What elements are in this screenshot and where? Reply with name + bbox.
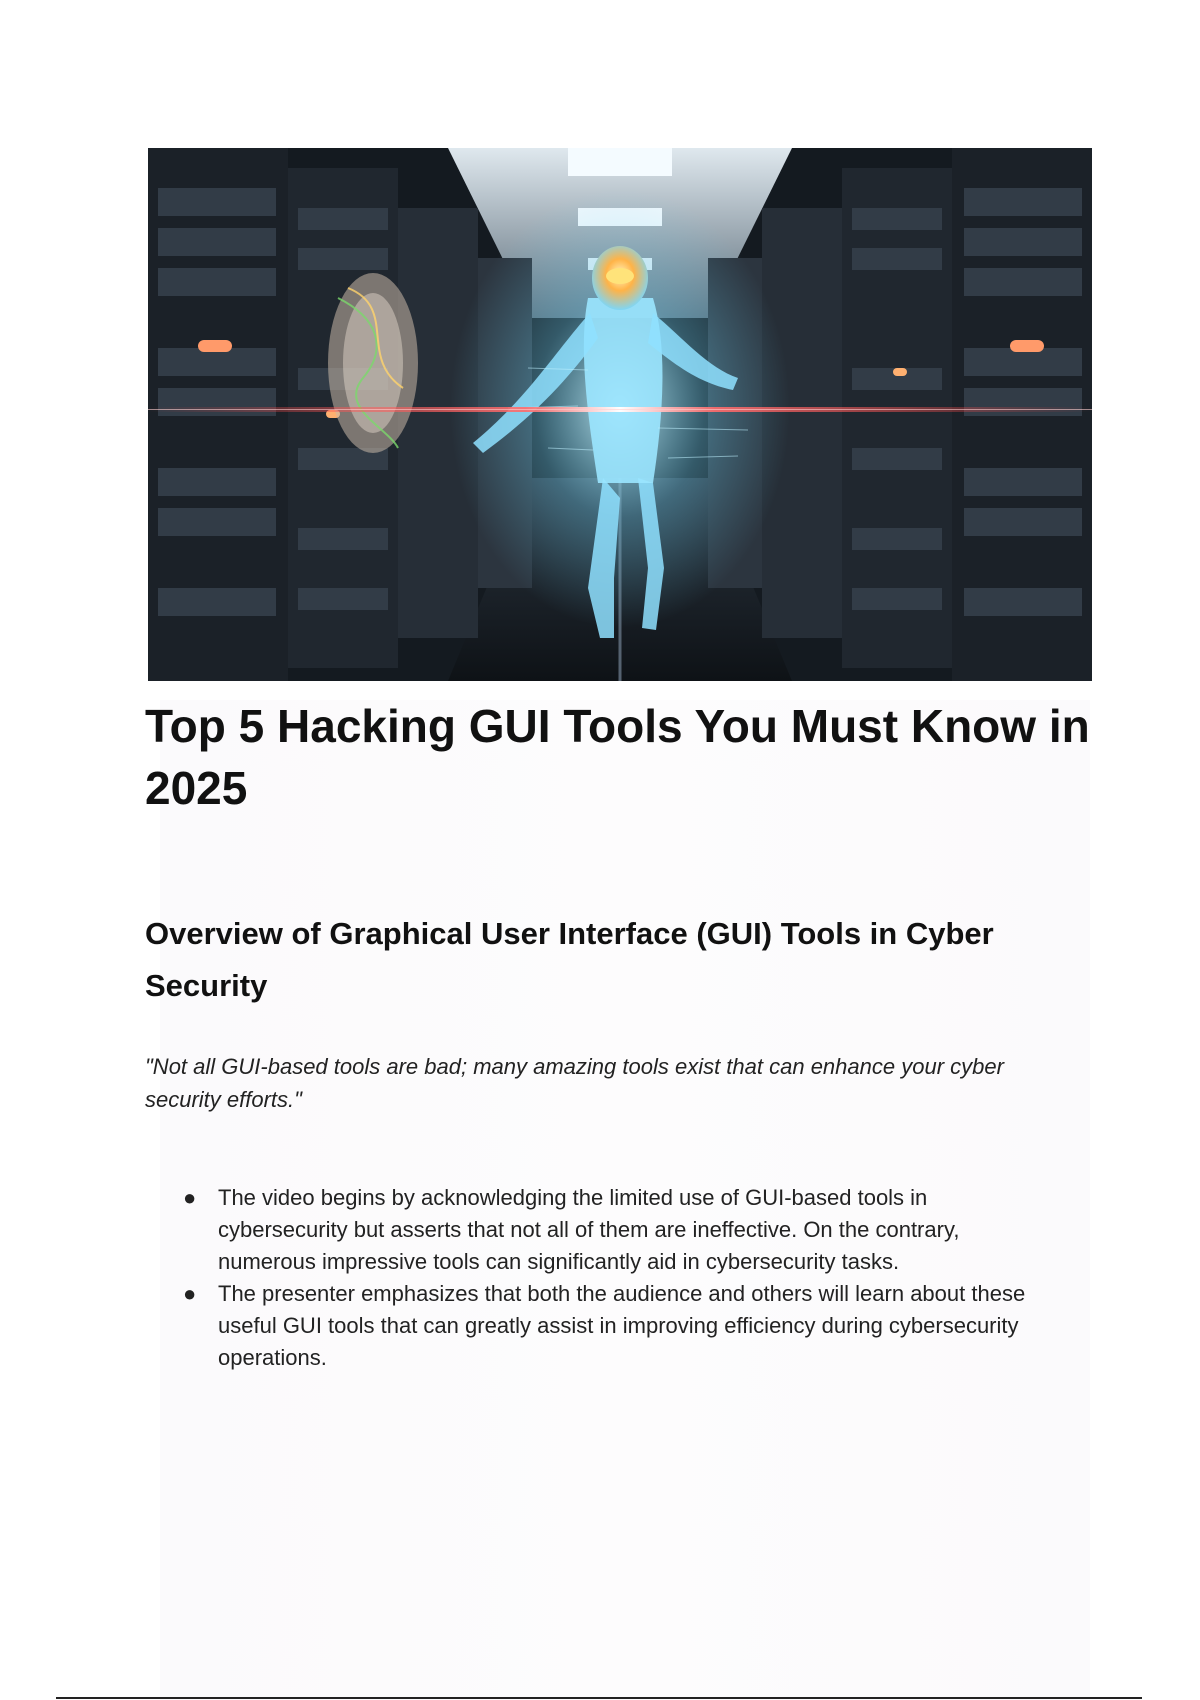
hero-image bbox=[148, 148, 1092, 681]
list-item bbox=[180, 1278, 1060, 1374]
bullet-icon: ● bbox=[183, 1281, 197, 1306]
section-heading: Overview of Graphical User Interface (GUI) Tools in Cyber Security bbox=[145, 916, 994, 1003]
brain-hologram bbox=[328, 273, 418, 453]
bottom-divider bbox=[56, 1697, 1142, 1699]
list-item-text: The presenter emphasizes that both the audience and others will learn about these useful GUI tools that can greatly assist in improving efficiency during cybersecurity operations. bbox=[218, 1281, 1026, 1370]
page-title: Top 5 Hacking GUI Tools You Must Know in 2025 bbox=[145, 700, 1090, 814]
summary-list bbox=[180, 1182, 1060, 1374]
server-room-illustration bbox=[148, 148, 1092, 681]
bullet-icon: ● bbox=[183, 1185, 197, 1210]
list-item-text: The video begins by acknowledging the limited use of GUI-based tools in cybersecurity but asserts that not all of them are ineffective. On the contrary, numerous impressive tools can significantly aid in cybersecurity tasks. bbox=[218, 1185, 960, 1274]
pull-quote: "Not all GUI-based tools are bad; many amazing tools exist that can enhance your cyber security efforts." bbox=[145, 1054, 1004, 1112]
list-item bbox=[180, 1182, 1060, 1278]
